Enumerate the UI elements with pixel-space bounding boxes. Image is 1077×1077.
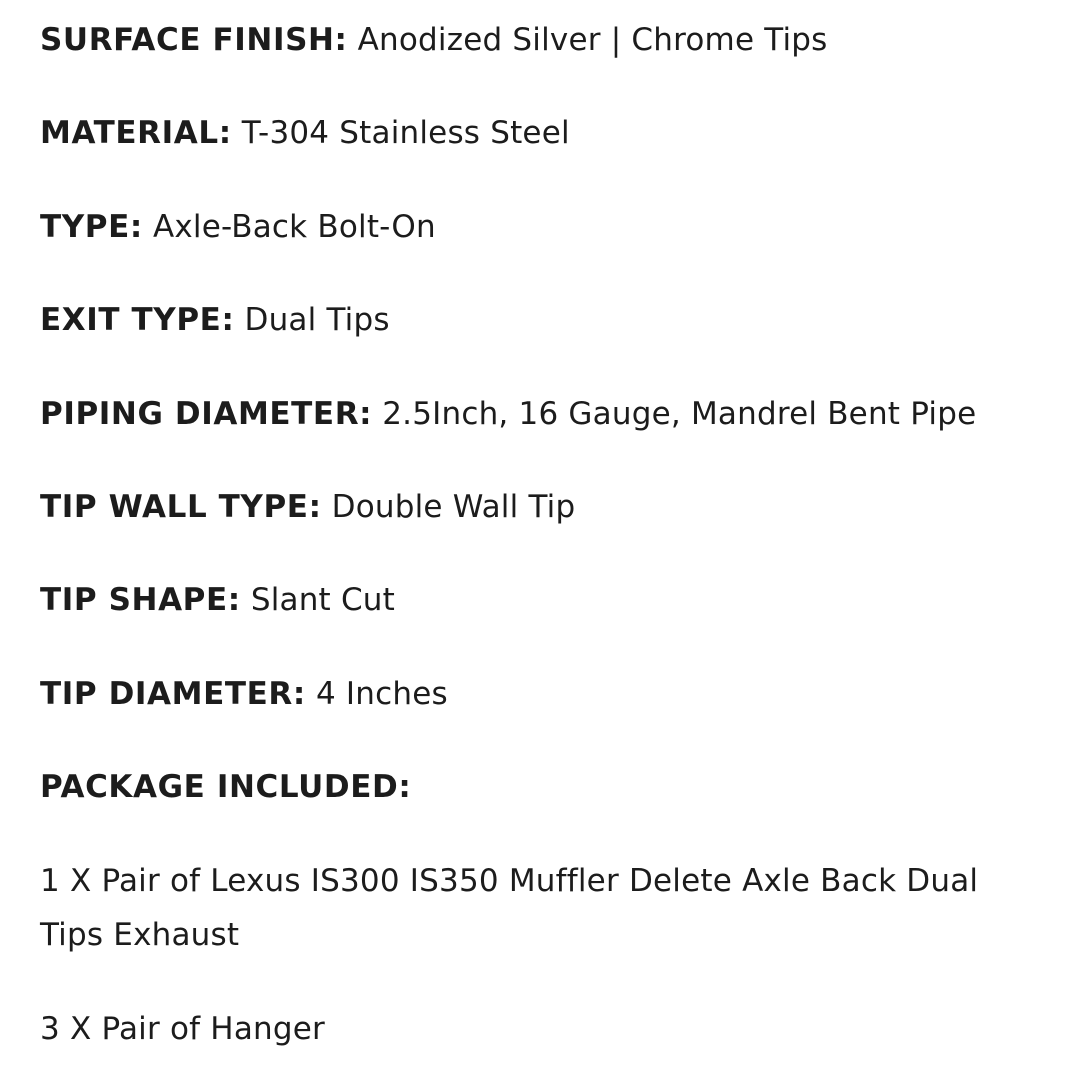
spec-material (40, 113, 570, 153)
spec-tip-wall-type (40, 487, 575, 527)
package-item: 1 X Pair of Lexus IS300 IS350 Muffler Delete Axle Back Dual Tips Exhaust (40, 863, 979, 953)
spec-tip-shape (40, 580, 395, 620)
spec-value: Double Wall Tip (331, 489, 576, 525)
spec-surface-finish (40, 20, 828, 60)
spec-type (40, 207, 436, 247)
spec-value: Slant Cut (250, 582, 396, 618)
spec-key: TYPE: (40, 209, 143, 245)
package-item: 3 X Pair of Hanger (40, 1011, 325, 1047)
spec-value: Anodized Silver | Chrome Tips (357, 22, 828, 58)
spec-value: 2.5Inch, 16 Gauge, Mandrel Bent Pipe (382, 396, 977, 432)
spec-key: SURFACE FINISH: (40, 22, 348, 58)
spec-key: EXIT TYPE: (40, 302, 235, 338)
spec-value: T-304 Stainless Steel (241, 115, 570, 151)
spec-key: TIP SHAPE: (40, 582, 241, 618)
spec-value: Dual Tips (244, 302, 390, 338)
spec-value: Axle-Back Bolt-On (152, 209, 436, 245)
spec-key: MATERIAL: (40, 115, 232, 151)
spec-key: PIPING DIAMETER: (40, 396, 373, 432)
spec-exit-type (40, 300, 390, 340)
spec-value: 4 Inches (315, 676, 448, 712)
spec-key: TIP WALL TYPE: (40, 489, 322, 525)
spec-piping-diameter (40, 394, 976, 434)
spec-tip-diameter (40, 674, 448, 714)
spec-key: TIP DIAMETER: (40, 676, 306, 712)
package-heading: PACKAGE INCLUDED: (40, 769, 412, 805)
